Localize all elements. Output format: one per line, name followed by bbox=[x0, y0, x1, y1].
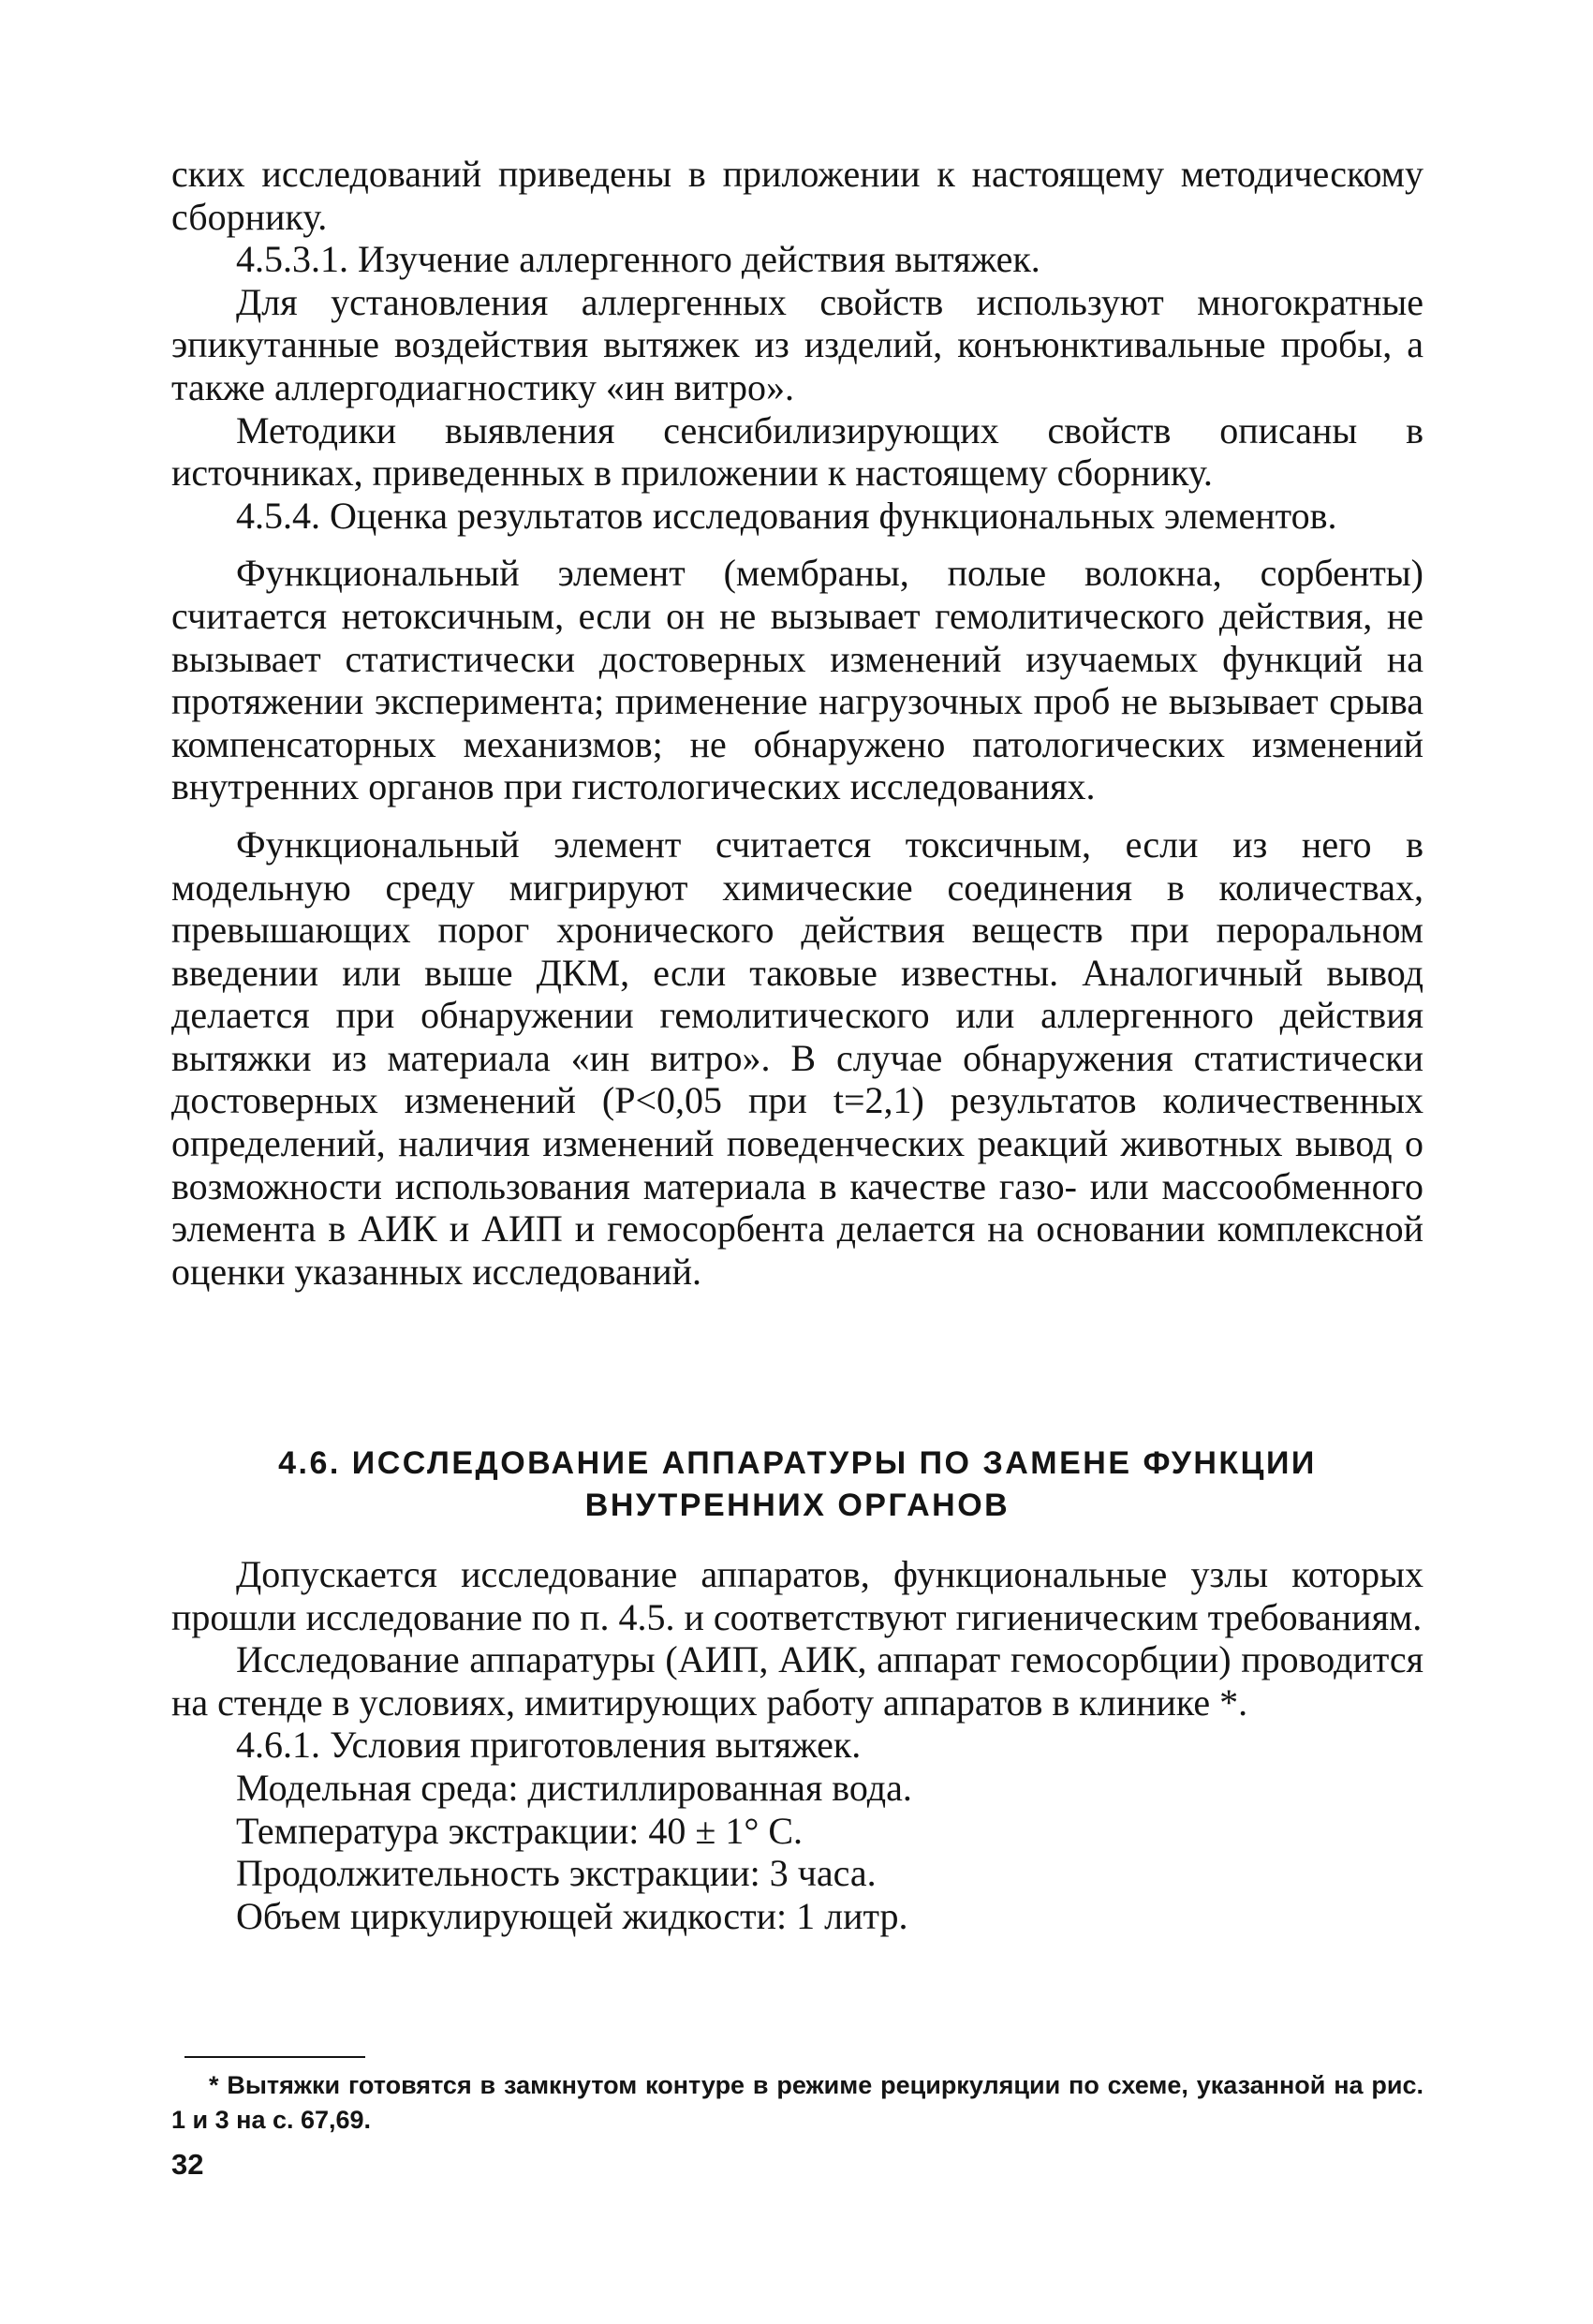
paragraph-continuation: ских исследований приведены в приложении к настоящему методическому сборнику. bbox=[171, 153, 1423, 238]
footnote-divider bbox=[184, 2056, 365, 2058]
condition-model-medium: Модельная среда: дистиллированная вода. bbox=[236, 1766, 912, 1809]
subsection-4-6-1-title: 4.6.1. Условия приготовления вытяжек. bbox=[236, 1724, 862, 1767]
body-text-upper bbox=[171, 153, 1423, 1293]
subsection-4-5-3-1-title: 4.5.3.1. Изучение аллергенного действия вытяжек. bbox=[236, 238, 1040, 281]
paragraph-apparatus-stand: Исследование аппаратуры (АИП, АИК, аппарат гемосорбции) проводится на стенде в условиях, имитирующих работу аппаратов в клинике *. bbox=[171, 1638, 1423, 1724]
section-heading-line-1: 4.6. ИССЛЕДОВАНИЕ АППАРАТУРЫ ПО ЗАМЕНЕ ФУНКЦИИ bbox=[278, 1445, 1317, 1481]
page-number: 32 bbox=[171, 2148, 204, 2181]
paragraph-apparatus-admission: Допускается исследование аппаратов, функциональные узлы которых прошли исследование по п. 4.5. и соответствуют гигиеническим требованиям. bbox=[171, 1553, 1423, 1638]
paragraph-nontoxic-criteria: Функциональный элемент (мембраны, полые волокна, сорбенты) считается нетоксичным, если он не вызывает гемолитического действия, не вызывает статистически достоверных изменений изучаемых функций на протяжении эксперимента; применение нагрузочных проб не вызывает срыва компенсаторных механизмов; не обнаружено патологических изменений внутренних органов при гистологических исследованиях. bbox=[171, 552, 1423, 808]
section-heading-line-2: ВНУТРЕННИХ ОРГАНОВ bbox=[584, 1488, 1010, 1523]
paragraph-allergen-methods: Для установления аллергенных свойств используют многократные эпикутанные воздействия вытяжек из изделий, конъюнктивальные пробы, а также аллергодиагностику «ин витро». bbox=[171, 280, 1423, 408]
section-4-6-heading bbox=[171, 1443, 1423, 1527]
body-text-lower bbox=[171, 1553, 1423, 1937]
condition-temperature: Температура экстракции: 40 ± 1° С. bbox=[236, 1809, 804, 1852]
condition-volume: Объем циркулирующей жидкости: 1 литр. bbox=[236, 1894, 908, 1937]
paragraph-toxic-criteria: Функциональный элемент считается токсичным, если из него в модельную среду мигрируют химические соединения в количествах, превышающих порог хронического действия веществ при пероральном введении или выше ДКМ, если таковые известны. Аналогичный вывод делается при обнаружении гемолитического или аллергенного действия вытяжки из материала «ин витро». В случае обнаружения статистически достоверных изменений (P<0,05 при t=2,1) результатов количественных определений, наличия изменений поведенческих реакций животных вывод о возможности использования материала в качестве газо- или массообменного элемента в АИК и АИП и гемосорбента делается на основании комплексной оценки указанных исследований. bbox=[171, 822, 1423, 1293]
subsection-4-5-4-title: 4.5.4. Оценка результатов исследования функциональных элементов. bbox=[236, 494, 1337, 537]
condition-duration: Продолжительность экстракции: 3 часа. bbox=[236, 1852, 877, 1895]
footnote: * Вытяжки готовятся в замкнутом контуре в режиме рециркуляции по схеме, указанной на рис. 1 и 3 на с. 67,69. bbox=[171, 2071, 1423, 2134]
paragraph-sensitization-sources: Методики выявления сенсибилизирующих свойств описаны в источниках, приведенных в приложении к настоящему сборнику. bbox=[171, 408, 1423, 495]
